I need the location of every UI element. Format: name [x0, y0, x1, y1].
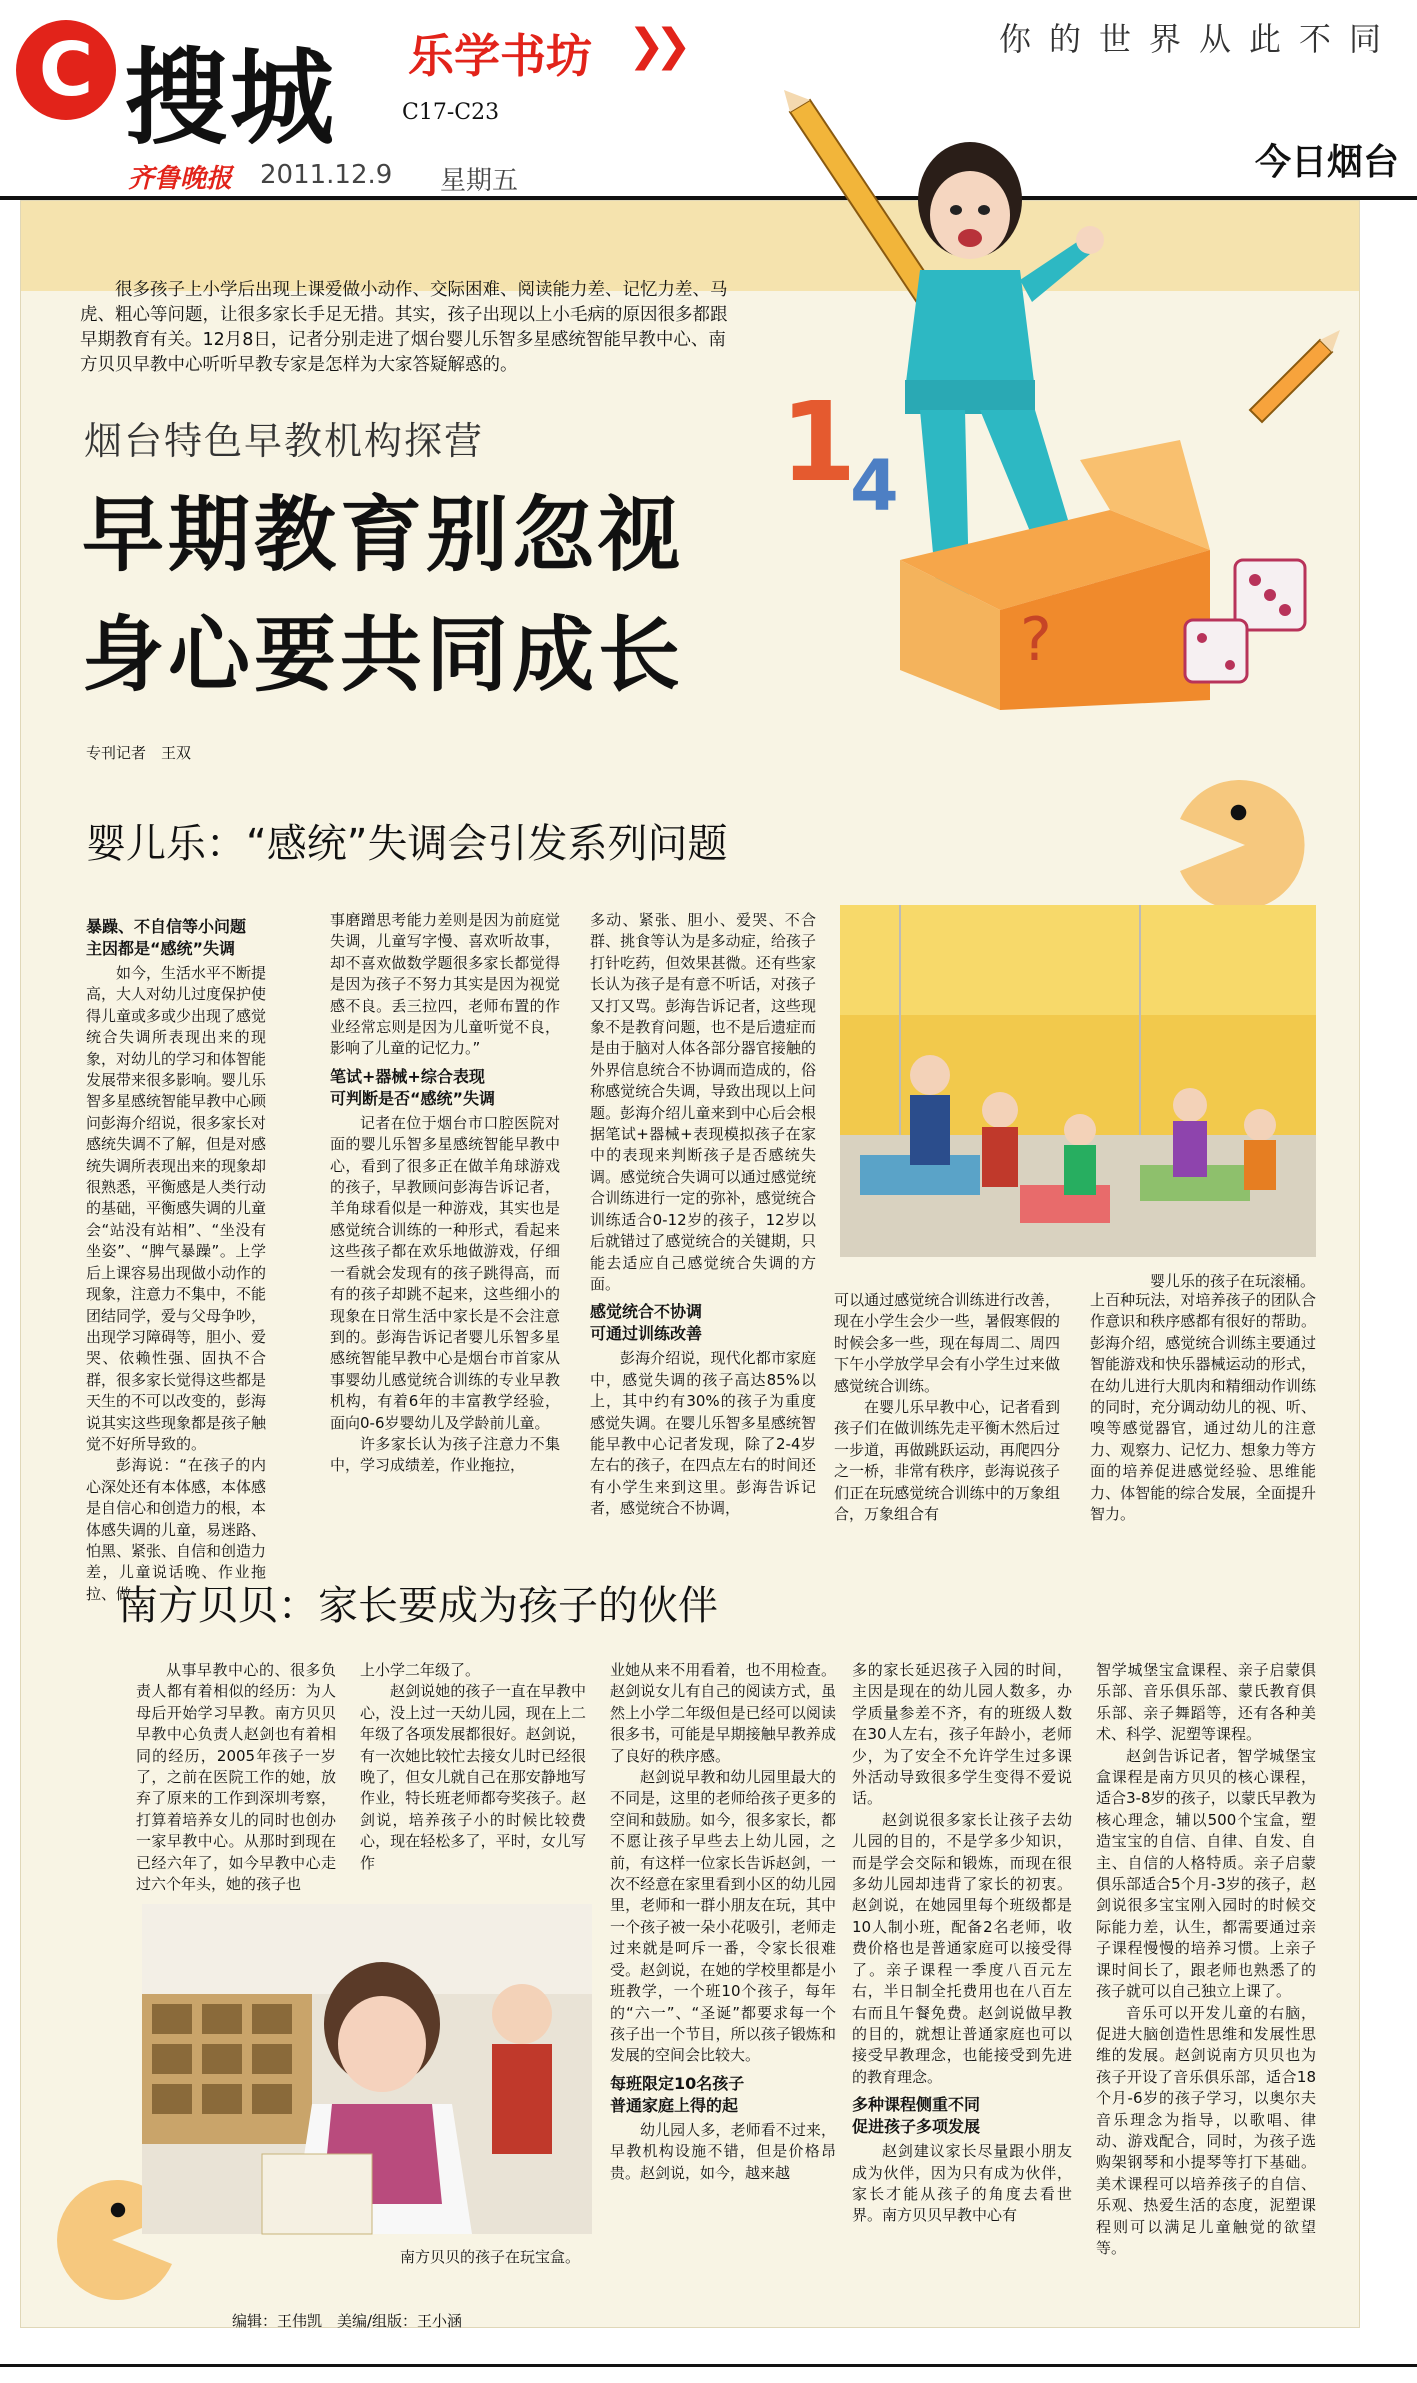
hero-illustration [780, 90, 1340, 710]
digit-one: 1 [780, 378, 857, 506]
kids-playroom-photo [840, 905, 1316, 1257]
digit-four: 4 [850, 445, 899, 527]
paragraph: 如今，生活水平不断提高，大人对幼儿过度保护使得儿童或多或少出现了感觉统合失调所表现出来的现象，对幼儿的学习和体智能发展带来很多影响。婴儿乐智多星感统智能早教中心顾问彭海介绍说，很多家长对感统失调不了解，但是对感统失调所表现出来的现象却很熟悉，平衡感是人类行动的基础，平衡感失调的儿童会“站没有站相”、“坐没有坐姿”、“脾气暴躁”。上学后上课容易出现做小动作的现象，注意力不集中，不能团结同学，爱与父母争吵，出现学习障碍等，胆小、爱哭、依赖性强、固执不合群，很多家长觉得这些都是天生的不可以改变的，彭海说其实这些现象都是孩子触觉不好所导致的。 [86, 964, 267, 1453]
paragraph: 智学城堡宝盒课程、亲子启蒙俱乐部、音乐俱乐部、蒙氏教育俱乐部、亲子舞蹈等，还有各种美术、科学、泥塑等课程。 [1096, 1661, 1316, 1744]
dice-icon [1185, 620, 1247, 682]
subheading: 笔试+器械+综合表现 可判断是否“感统”失调 [330, 1066, 496, 1108]
paragraph: 事磨蹭思考能力差则是因为前庭觉失调，儿童写字慢、喜欢听故事，却不喜欢做数学题很多家长都觉得是因为孩子不努力其实是因为视觉感不良。丢三拉四，老师布置的作业经常忘则是因为儿童听觉不良，影响了儿童的记忆力。” [330, 911, 560, 1058]
subheading: 暴躁、不自信等小问题 主因都是“感统”失调 [86, 917, 247, 958]
paragraph: 彭海介绍说，现代化都市家庭中，感觉失调的孩子高达85%以上，其中约有30%的孩子为重度感觉失调。在婴儿乐智多星感统智能早教中心记者发现，除了2-4岁左右的孩子，在四点左右的时间还有小学生来到这里。彭海告诉记者，感觉统合不协调， [590, 1349, 816, 1518]
slogan: 你的世界从此不同 [998, 20, 1399, 58]
paragraph: 赵剑说早教和幼儿园里最大的不同是，这里的老师给孩子更多的空间和鼓励。如今，很多家长，都不愿让孩子早些去上幼儿园，之前，有这样一位家长告诉赵剑，一次不经意在家里看到小区的幼儿园里，老师和一群小朋友在玩，其中一个孩子被一朵小花吸引，老师走过来就是呵斥一番，令家长很难受。赵剑说，在她的学校里都是小班教学，一个班10个孩子，每年的“六一”、“圣诞”都要求每一个孩子出一个节目，所以孩子锻炼和发展的空间会比较大。 [610, 1768, 836, 2065]
section-2-column-3 [610, 1660, 836, 2272]
headline-line-1: 早期教育别忽视 [82, 488, 685, 583]
paragraph: 在婴儿乐早教中心，记者看到孩子们在做训练先走平衡木然后过一步道，再做跳跃运动，再爬四分之一桥，非常有秩序，彭海说孩子们正在玩感觉统合训练中的万象组合，万象组合有 [834, 1398, 1060, 1524]
brand-name: 搜城 [124, 37, 337, 159]
paragraph: 音乐可以开发儿童的右脑，促进大脑创造性思维和发展性思维的发展。赵剑说南方贝贝也为孩子开设了音乐俱乐部，适合18个月-6岁的孩子学习，以奥尔夫音乐理念为指导，以歌唱、律动、游戏配合，同时，为孩子选购架钢琴和小提琴等打下基础。美术课程可以培养孩子的自信、乐观、热爱生活的态度，泥塑课程则可以满足儿童触觉的欲望等。 [1096, 2003, 1316, 2257]
kicker: 烟台特色早教机构探营 [84, 419, 485, 463]
dice-icon [1235, 560, 1305, 630]
section-2-column-5 [1096, 1660, 1316, 2272]
paragraph: 记者在位于烟台市口腔医院对面的婴儿乐智多星感统智能早教中心，看到了很多正在做羊角球游戏的孩子，早教顾问彭海告诉记者，羊角球看似是一种游戏，其实也是感觉统合训练的一种形式，看起来这些孩子都在欢乐地做游戏，仔细一看就会发现有的孩子跳得高，而有的孩子却跳不起来，这些细小的现象在日常生活中家长是不会注意到的。彭海告诉记者婴儿乐智多星感统智能早教中心是烟台市首家从事婴幼儿感觉统合训练的专业早教机构，有着6年的丰富教学经验，面向0-6岁婴幼儿及学龄前儿童。 [330, 1113, 560, 1432]
subheading: 多种课程侧重不同 促进孩子多项发展 [852, 2095, 981, 2137]
section-name: 乐学书坊 [408, 29, 592, 83]
paragraph: 多的家长延迟孩子入园的时间，主因是现在的幼儿园人数多，办学质量参差不齐，有的班级人数在30人左右，孩子年龄小，老师少，为了安全不允许学生过多课外活动导致很多学生变得不爱说话。 [852, 1661, 1072, 1808]
paragraph: 赵剑说很多家长让孩子去幼儿园的目的，不是学多少知识，而是学会交际和锻炼，而现在很多幼儿园却违背了家长的初衷。赵剑说，在她园里每个班级都是10人制小班，配备2名老师，收费价格也是普通家庭可以接受得了。亲子课程一季度八百元左右，半日制全托费用也在八百左右而且午餐免费。赵剑说做早教的目的，就想让普通家庭也可以接受早教理念，也能接受到先进的教育理念。 [852, 1810, 1072, 2086]
section-1-column-1 [86, 916, 267, 1603]
lead-paragraph: 很多孩子上小学后出现上课爱做小动作、交际困难、阅读能力差、记忆力差、马虎、粗心等问题，让很多家长手足无措。其实，孩子出现以上小毛病的原因很多都跟早期教育有关。12月8日，记者分别走进了烟台婴儿乐智多星感统智能早教中心、南方贝贝早教中心听听早教专家是怎样为大家答疑解惑的。 [80, 280, 728, 375]
paragraph: 上百种玩法，对培养孩子的团队合作意识和秩序感都有很好的帮助。彭海介绍，感觉统合训练主要通过智能游戏和快乐器械运动的形式，在幼儿进行大肌肉和精细动作训练的同时，充分调动幼儿的视、听、嗅等感觉器官，通过幼儿的注意力、观察力、记忆力、想象力等方面的培养促进感觉经验、思维能力、体智能的综合发展，全面提升智力。 [1090, 1291, 1316, 1524]
question-mark: ? [1020, 605, 1052, 675]
paragraph: 上小学二年级了。 [360, 1661, 481, 1679]
paragraph: 从事早教中心的、很多负责人都有着相似的经历：为人母后开始学习早教。南方贝贝早教中心负责人赵剑也有着相同的经历，2005年孩子一岁了，之前在医院工作的她，放弃了原来的工作到深圳考察，打算着培养女儿的同时也创办一家早教中心。从那时到现在已经六年了，如今早教中心走过六个年头，她的孩子也 [136, 1661, 336, 1894]
paragraph: 幼儿园人多，老师看不过来，早教机构设施不错，但是价格昂贵。赵剑说，如今，越来越 [610, 2120, 836, 2182]
section-2-column-2 [360, 1660, 586, 1896]
region-label: 今日烟台 [1254, 142, 1399, 183]
pencil-icon [1250, 330, 1340, 422]
child-playing-photo [142, 1904, 592, 2234]
photo-caption: 婴儿乐的孩子在玩滚桶。 [1150, 1272, 1316, 1290]
paragraph: 业她从来不用看着，也不用检查。赵剑说女儿有自己的阅读方式，虽然上小学二年级但是已经可以阅读很多书，可能是早期接触早教养成了良好的秩序感。 [610, 1661, 836, 1765]
paragraph: 赵剑说她的孩子一直在早教中心，没上过一天幼儿园，现在上二年级了各项发展都很好。赵剑说，有一次她比较忙去接女儿时已经很晚了，但女儿就自己在那安静地写作业，特长班老师都夸奖孩子。赵剑说，培养孩子小的时候比较费心，现在轻松多了，平时，女儿写作 [360, 1682, 586, 1872]
pacman-icon [1180, 780, 1310, 910]
headline-line-2: 身心要共同成长 [82, 608, 685, 703]
paragraph: 赵剑建议家长尽量跟小朋友成为伙伴，因为只有成为伙伴，家长才能从孩子的角度去看世界。南方贝贝早教中心有 [852, 2142, 1072, 2225]
paper-name: 齐鲁晚报 [128, 164, 233, 194]
section-1-column-4 [834, 1290, 1060, 1542]
section-2-title: 南方贝贝：家长要成为孩子的伙伴 [118, 1583, 718, 1629]
section-1-title: 婴儿乐：“感统”失调会引发系列问题 [86, 821, 728, 867]
section-1-column-5 [1090, 1290, 1316, 1542]
paragraph: 许多家长认为孩子注意力不集中，学习成绩差，作业拖拉， [330, 1434, 560, 1475]
section-2-column-4 [852, 1660, 1072, 2272]
photo-caption: 南方贝贝的孩子在玩宝盒。 [400, 2248, 581, 2266]
publication-weekday: 星期五 [440, 166, 519, 196]
section-1-column-2 [330, 910, 560, 1541]
paragraph: 多动、紧张、胆小、爱哭、不合群、挑食等认为是多动症，给孩子打针吃药，但效果甚微。还有些家长认为孩子是有意不听话，对孩子又打又骂。彭海告诉记者，这些现象不是教育问题，也不是后遗症而是由于脑对人体各部分器官接触的外界信息统合不协调而造成的，俗称感觉统合失调，导致出现以上问题。彭海介绍儿童来到中心后会根据笔试+器械+表现模拟孩子在家中的表现来判断孩子是否感统失调。感觉统合失调可以通过感觉统合训练进行一定的弥补，感觉统合训练适合0-12岁的孩子，12岁以后就错过了感觉统合的关键期，只能去适应自己感觉统合失调的方面。 [590, 911, 816, 1293]
editor-credit: 编辑：王伟凯 美编/组版：王小涵 [232, 2312, 463, 2330]
paragraph: 可以通过感觉统合训练进行改善，现在小学生会少一些，暑假寒假的时候会多一些，现在每周二、周四下午小学放学早会有小学生过来做感觉统合训练。 [834, 1291, 1060, 1395]
subheading: 每班限定10名孩子 普通家庭上得的起 [610, 2073, 745, 2115]
byline: 专刊记者 王双 [86, 744, 192, 762]
paragraph: 赵剑告诉记者，智学城堡宝盒课程是南方贝贝的核心课程，适合3-8岁的孩子，以蒙氏早教为核心理念，辅以500个宝盒，塑造宝宝的自信、自律、自发、自主、自信的人格特质。亲子启蒙俱乐部适合5个月-3岁的孩子，赵剑说很多宝宝刚入园时的时候交际能力差，认生，都需要通过亲子课程慢慢的培养习惯。上亲子课时间长了，跟老师也熟悉了的孩子就可以自己独立上课了。 [1096, 1746, 1316, 2001]
page-range: C17-C23 [402, 100, 500, 125]
logo-c-icon: C [16, 20, 116, 120]
paragraph: 彭海说：“在孩子的内心深处还有本体感，本体感是自信心和创造力的根，本体感失调的儿童，易迷路、怕黑、紧张、自信和创造力差，儿童说话晚、作业拖拉、做 [86, 1456, 267, 1603]
section-1-column-3 [590, 910, 816, 1541]
subheading: 感觉统合不协调 可通过训练改善 [590, 1302, 703, 1344]
publication-date: 2011.12.9 [260, 160, 393, 190]
bottom-rule [0, 2364, 1417, 2367]
section-2-column-1 [136, 1660, 336, 1896]
double-chevron-icon: ❯❯ [628, 20, 682, 71]
